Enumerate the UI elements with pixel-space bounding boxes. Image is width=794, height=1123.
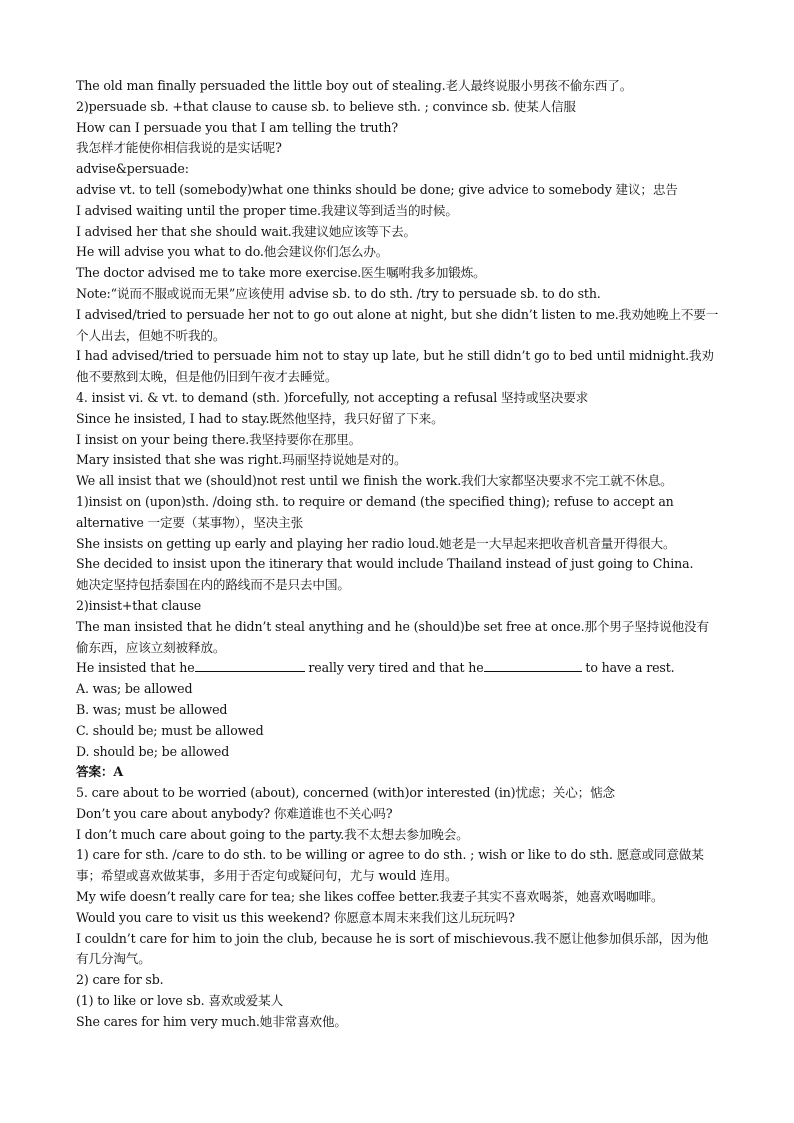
question-stem-part2: really very tired and that he [304,660,484,676]
text-block-2 [76,783,720,1033]
answer-blank-2 [484,659,582,672]
question-stem-part3: to have a rest. [581,660,675,676]
text-line: advise vt. to tell (somebody)what one thinks should be done; give advice to somebody 建议；忠告 [76,181,678,197]
answer-blank-1 [195,659,305,672]
text-line: advise&persuade: [76,161,189,177]
text-line: 2)insist+that clause [76,597,201,613]
text-line: 5. care about to be worried (about), concerned (with)or interested (in)忧虑；关心；惦念 [76,785,615,801]
text-block-1 [76,76,720,658]
text-line: 2) care for sb. [76,972,164,988]
text-line: The old man finally persuaded the little boy out of stealing.老人最终说服小男孩不偷东西了。 [76,78,633,93]
text-line: 4. insist vi. & vt. to demand (sth. )forcefully, not accepting a refusal 坚持或坚决要求 [76,389,589,405]
text-line: I advised her that she should wait.我建议她应该等下去。 [76,223,416,239]
text-line: I couldn’t care for him to join the club, because he is sort of mischievous.我不愿让他参加俱乐部，因为他有几分淘气。 [76,930,709,967]
text-line: 1) care for sth. /care to do sth. to be willing or agree to do sth. ; wish or like to do sth. 愿意或同意做某事；希望或喜欢做某事，多用于否定句或疑问句，尤与 would 连用。 [76,847,704,884]
text-line: My wife doesn’t really care for tea; she likes coffee better.我妻子其实不喜欢喝茶，她喜欢喝咖啡。 [76,889,664,905]
text-line: 我怎样才能使你相信我说的是实话呢? [76,140,282,156]
text-line: I had advised/tried to persuade him not to stay up late, but he still didn’t go to bed until midnight.我劝他不要熬到太晚，但是他仍旧到午夜才去睡觉。 [76,348,714,385]
text-line: (1) to like or love sb. 喜欢或爱某人 [76,993,284,1009]
text-line: The man insisted that he didn’t steal anything and he (should)be set free at once.那个男子坚持说他没有偷东西，应该立刻被释放。 [76,618,709,655]
question-stem-part1: He insisted that he [76,660,195,676]
text-line: Don’t you care about anybody? 你难道谁也不关心吗? [76,805,393,821]
text-line: Note:“说而不服或说而无果”应该使用 advise sb. to do sth. /try to persuade sb. to do sth. [76,285,601,301]
text-line: 2)persuade sb. +that clause to cause sb. to believe sth. ; convince sb. 使某人信服 [76,98,576,114]
option-c: C. should be; must be allowed [76,722,264,738]
text-line: I don’t much care about going to the party.我不太想去参加晚会。 [76,826,469,842]
text-line: Since he insisted, I had to stay.既然他坚持，我只好留了下来。 [76,410,444,426]
question-stem [76,658,720,679]
text-line: She decided to insist upon the itinerary that would include Thailand instead of just going to China. [76,556,694,572]
text-line: How can I persuade you that I am telling the truth? [76,119,398,135]
text-line: We all insist that we (should)not rest until we finish the work.我们大家都坚决要求不完工就不休息。 [76,473,673,489]
text-line: 她决定坚持包括泰国在内的路线而不是只去中国。 [76,577,350,593]
text-line: The doctor advised me to take more exercise.医生嘱咐我多加锻炼。 [76,265,486,281]
option-b: B. was; must be allowed [76,701,228,717]
text-line: She insists on getting up early and playing her radio loud.她老是一大早起来把收音机音量开得很大。 [76,535,676,551]
text-line: 1)insist on (upon)sth. /doing sth. to require or demand (the specified thing); refuse to accept an alternative 一定要（某事物），坚决主张 [76,493,674,530]
option-a: A. was; be allowed [76,681,193,697]
text-line: Would you care to visit us this weekend? 你愿意本周末来我们这儿玩玩吗? [76,909,515,925]
text-line: Mary insisted that she was right.玛丽坚持说她是对的。 [76,452,407,468]
text-line: He will advise you what to do.他会建议你们怎么办。 [76,244,389,260]
text-line: She cares for him very much.她非常喜欢他。 [76,1013,347,1029]
option-d: D. should be; be allowed [76,743,230,759]
text-line: I insist on your being there.我坚持要你在那里。 [76,431,362,447]
answer-key: 答案：A [76,764,123,780]
text-line: I advised/tried to persuade her not to go out alone at night, but she didn’t listen to me.我劝她晚上不要一个人出去，但她不听我的。 [76,306,719,343]
text-line: I advised waiting until the proper time.我建议等到适当的时候。 [76,202,458,218]
